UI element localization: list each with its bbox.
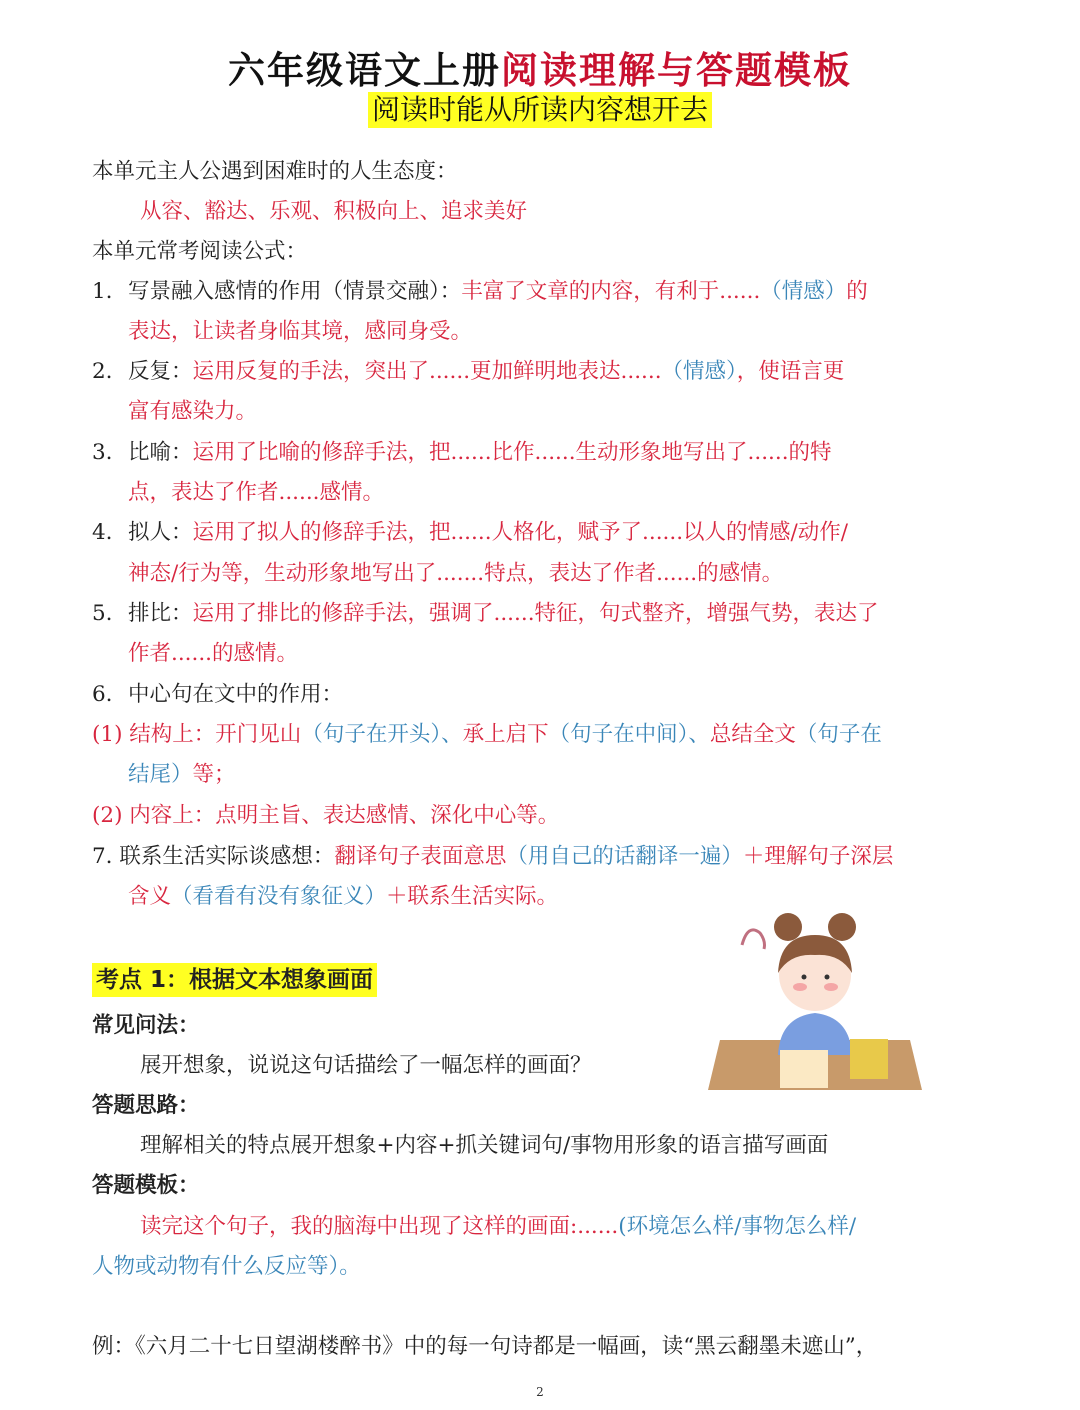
formula-item-1-line2: 表达，让读者身临其境，感同身受。 — [128, 319, 473, 344]
formula-item-7-line2 — [128, 883, 558, 911]
subtitle-wrap — [0, 92, 1080, 128]
attitude-value: 从容、豁达、乐观、积极向上、追求美好 — [140, 199, 528, 224]
item-text-blue: （看看有没有象征义） — [171, 884, 387, 909]
sub-text-blue: 结尾） — [128, 762, 193, 787]
template-text-red: 读完这个句子，我的脑海中出现了这样的画面:...... — [140, 1214, 619, 1239]
item-text-red: 运用了比喻的修辞手法，把......比作......生动形象地写出了......的特 — [192, 440, 832, 465]
approach-text: 理解相关的特点展开想象+内容+抓关键词句/事物用形象的语言描写画面 — [140, 1133, 829, 1158]
item-text-red: ，使语言更 — [736, 359, 845, 384]
item-name: 排比： — [128, 601, 193, 626]
formula-item-1 — [92, 278, 868, 306]
item-text-red: 的 — [846, 279, 868, 304]
formula-item-3 — [92, 439, 832, 467]
girl-studying-illustration-icon — [700, 905, 930, 1095]
item-number: 4. — [92, 520, 113, 545]
formula-item-6 — [92, 681, 343, 709]
sub-text-red: 等； — [192, 762, 236, 787]
sub-text-red: 承上启下 — [462, 722, 549, 747]
item-text-red: ＋联系生活实际。 — [386, 884, 559, 909]
item-text-blue: （情感） — [661, 359, 737, 384]
item-name: 写景融入感情的作用（情景交融）： — [128, 279, 462, 304]
item-name: 拟人： — [128, 520, 193, 545]
sub-text-blue: （句子在中间） — [548, 722, 689, 747]
item-text-red: 翻译句子表面意思 — [334, 844, 507, 869]
formula-item-7 — [92, 843, 893, 871]
sub-text-blue: （句子在开头） — [301, 722, 442, 747]
page-number: 2 — [536, 1385, 544, 1399]
separator: 、 — [441, 722, 463, 747]
example-text: 例：《六月二十七日望湖楼醉书》中的每一句诗都是一幅画，读“黑云翻墨未遮山”， — [92, 1334, 878, 1359]
formula-item-2-line2: 富有感染力。 — [128, 399, 258, 424]
formula-item-2 — [92, 358, 844, 386]
formula-item-5-line2: 作者......的感情。 — [128, 641, 299, 666]
item-text-red: 运用了排比的修辞手法，强调了......特征，句式整齐，增强气势，表达了 — [192, 601, 879, 626]
template-text-blue: (环境怎么样/事物怎么样/ — [618, 1214, 857, 1239]
item-name: 7. 联系生活实际谈感想： — [92, 844, 335, 869]
item-name: 反复： — [128, 359, 193, 384]
template-text — [140, 1213, 856, 1241]
item-text-blue: （用自己的话翻译一遍） — [506, 844, 743, 869]
sub-label: (2) 内容上： — [92, 803, 216, 828]
formula-item-4-line2: 神态/行为等，生动形象地写出了.......特点，表达了作者......的感情。 — [128, 561, 784, 586]
title-red-part: 阅读理解与答题模板 — [501, 48, 852, 92]
item-text-red: 运用了拟人的修辞手法，把......人格化，赋予了......以人的情感/动作/ — [192, 520, 849, 545]
formula-item-5 — [92, 600, 879, 628]
section-title: 考点 1：根据文本想象画面 — [92, 963, 377, 997]
item-name: 比喻： — [128, 440, 193, 465]
item-number: 2. — [92, 359, 113, 384]
sub-text-red: 点明主旨、表达感情、深化中心等。 — [215, 803, 560, 828]
question-text: 展开想象，说说这句话描绘了一幅怎样的画面？ — [140, 1053, 592, 1078]
template-text-line2: 人物或动物有什么反应等）。 — [92, 1254, 361, 1279]
formula-item-3-line2: 点，表达了作者......感情。 — [128, 480, 385, 505]
document-title — [0, 40, 1080, 94]
item-text-blue: （情感） — [760, 279, 847, 304]
sub-text-blue: （句子在 — [795, 722, 882, 747]
subtitle: 阅读时能从所读内容想开去 — [368, 92, 712, 128]
sub-label: (1) 结构上： — [92, 722, 216, 747]
sub-text-red: 总结全文 — [709, 722, 796, 747]
central-sentence-structure — [92, 721, 882, 749]
item-name: 中心句在文中的作用： — [128, 682, 344, 707]
formulas-label: 本单元常考阅读公式： — [92, 239, 308, 264]
template-label: 答题模板： — [92, 1173, 200, 1198]
item-text-red: 含义 — [128, 884, 172, 909]
item-text-red: 运用反复的手法，突出了......更加鲜明地表达...... — [192, 359, 662, 384]
central-sentence-structure-line2 — [128, 761, 236, 789]
formula-item-4 — [92, 519, 848, 547]
item-number: 6. — [92, 682, 113, 707]
approach-label: 答题思路： — [92, 1093, 200, 1118]
item-number: 1. — [92, 279, 113, 304]
separator: 、 — [688, 722, 710, 747]
sub-text-red: 开门见山 — [215, 722, 302, 747]
item-number: 5. — [92, 601, 113, 626]
central-sentence-content — [92, 802, 559, 830]
item-text-red: ＋理解句子深层 — [742, 844, 894, 869]
title-black-part: 六年级语文上册 — [228, 48, 501, 92]
question-label: 常见问法： — [92, 1013, 200, 1038]
attitude-label: 本单元主人公遇到困难时的人生态度： — [92, 159, 458, 184]
item-text-red: 丰富了文章的内容，有利于...... — [461, 279, 761, 304]
item-number: 3. — [92, 440, 113, 465]
